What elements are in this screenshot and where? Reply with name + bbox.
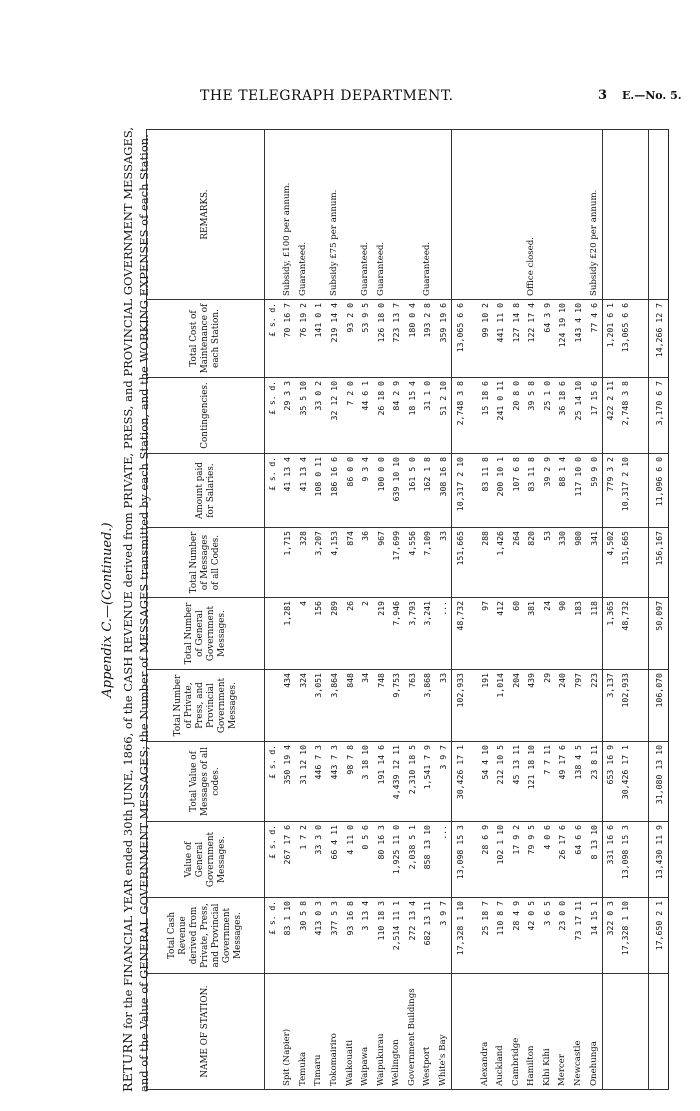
table-row — [295, 130, 311, 1090]
cell-cash: 14 15 1 — [586, 898, 602, 974]
cell-con: 84 2 9 — [388, 378, 404, 454]
cell-na: 820 — [524, 528, 540, 598]
station-name: Spit (Napier) — [279, 974, 295, 1090]
cell-va: 1,541 7 9 — [420, 742, 436, 822]
cell-np: 240 — [555, 670, 571, 742]
cell-ng: 219 — [373, 598, 389, 670]
cell-va: 446 7 3 — [311, 742, 327, 822]
remark — [311, 130, 327, 300]
cell-sal: 86 0 0 — [342, 454, 358, 528]
units-label: £ s. d. — [265, 378, 280, 454]
page-header — [0, 88, 700, 108]
cell-tot: 143 4 10 — [570, 300, 586, 378]
remark: Subsidy £20 per annum. — [586, 130, 602, 300]
station-name: Wellington — [388, 974, 404, 1090]
cell-cash: 682 13 11 — [420, 898, 436, 974]
cell-sal: 639 10 10 — [388, 454, 404, 528]
cell-tot: 76 19 2 — [295, 300, 311, 378]
table-row — [388, 130, 404, 1090]
cell-tot: 70 16 7 — [279, 300, 295, 378]
total-cash: 17,328 1 10 — [451, 898, 467, 974]
remark — [492, 130, 508, 300]
cell-vg: 26 17 6 — [555, 822, 571, 898]
station-name: Waipawa — [357, 974, 373, 1090]
cell-sal: 200 10 1 — [492, 454, 508, 528]
col-value-general: Value of General Government Messages. — [147, 822, 265, 898]
units-row — [265, 130, 280, 1090]
remark — [570, 130, 586, 300]
cell-con: 32 12 10 — [326, 378, 342, 454]
cell-ng: 381 — [524, 598, 540, 670]
table-row — [311, 130, 327, 1090]
table-row — [326, 130, 342, 1090]
units-label: £ s. d. — [265, 454, 280, 528]
cell-sal: 88 1 4 — [555, 454, 571, 528]
cell-tot: 219 14 4 — [326, 300, 342, 378]
station-name: Waikouaiti — [342, 974, 358, 1090]
col-salaries: Amount paid for Salaries. — [147, 454, 265, 528]
cell-tot: 53 9 5 — [357, 300, 373, 378]
cell-na: 33 — [435, 528, 451, 598]
total-vg: 331 16 6 — [602, 822, 618, 898]
total-na: 156,167 — [649, 528, 669, 598]
cell-va: 54 4 10 — [477, 742, 493, 822]
cell-np: 3,868 — [420, 670, 436, 742]
units-label: £ s. d. — [265, 300, 280, 378]
cell-cash: 377 5 3 — [326, 898, 342, 974]
cell-con: 15 18 6 — [477, 378, 493, 454]
table-row — [524, 130, 540, 1090]
cell-na: 967 — [373, 528, 389, 598]
cell-cash: 413 0 3 — [311, 898, 327, 974]
remark — [539, 130, 555, 300]
total-va: 653 16 9 — [602, 742, 618, 822]
cell-vg: 858 13 10 — [420, 822, 436, 898]
cell-ng: 7,946 — [388, 598, 404, 670]
col-number-private: Total Number of Private, Press, and Provincial Government Messages. — [147, 670, 265, 742]
cell-cash: 3 6 5 — [539, 898, 555, 974]
cell-tot: 127 14 8 — [508, 300, 524, 378]
cell-ng: 3,241 — [420, 598, 436, 670]
cell-ng: 156 — [311, 598, 327, 670]
cell-tot: 193 2 8 — [420, 300, 436, 378]
cell-na: 288 — [477, 528, 493, 598]
table-row — [555, 130, 571, 1090]
table-row — [508, 130, 524, 1090]
cell-vg: 2,038 5 1 — [404, 822, 420, 898]
cell-na: 53 — [539, 528, 555, 598]
cell-vg: 1 7 2 — [295, 822, 311, 898]
cell-sal: 308 16 8 — [435, 454, 451, 528]
cell-con: 7 2 0 — [342, 378, 358, 454]
cell-va: 7 7 11 — [539, 742, 555, 822]
remark: Office closed. — [524, 130, 540, 300]
cell-vg: 28 6 9 — [477, 822, 493, 898]
station-name: Westport — [420, 974, 436, 1090]
grand-total-row — [649, 130, 669, 1090]
total-con: 3,170 6 7 — [649, 378, 669, 454]
cell-na: 328 — [295, 528, 311, 598]
total-tot: 13,065 6 6 — [451, 300, 467, 378]
cell-vg: 267 17 6 — [279, 822, 295, 898]
col-station: NAME OF STATION. — [147, 974, 265, 1090]
cell-na: 874 — [342, 528, 358, 598]
remark — [508, 130, 524, 300]
cell-np: 29 — [539, 670, 555, 742]
rotated-return-table-block — [100, 120, 695, 1100]
cell-ng: 24 — [539, 598, 555, 670]
cell-va: 212 10 5 — [492, 742, 508, 822]
appendix-title: Appendix C.—(Continued.) — [100, 522, 115, 698]
cell-vg: 17 9 2 — [508, 822, 524, 898]
cell-np: 34 — [357, 670, 373, 742]
cell-con: 33 0 2 — [311, 378, 327, 454]
cell-vg: 79 9 5 — [524, 822, 540, 898]
cell-tot: 126 18 0 — [373, 300, 389, 378]
cell-cash: 110 18 3 — [373, 898, 389, 974]
cell-va: 350 19 4 — [279, 742, 295, 822]
cell-va: 45 13 11 — [508, 742, 524, 822]
cell-na: 17,699 — [388, 528, 404, 598]
cell-na: 980 — [570, 528, 586, 598]
cell-na: 1,715 — [279, 528, 295, 598]
remark: Guaranteed. — [295, 130, 311, 300]
total-np: 102,933 — [451, 670, 467, 742]
cell-sal: 108 0 11 — [311, 454, 327, 528]
station-name: Cambridge — [508, 974, 524, 1090]
col-remarks: REMARKS. — [147, 130, 265, 300]
cell-vg: 33 3 0 — [311, 822, 327, 898]
cell-np: 191 — [477, 670, 493, 742]
table-row — [477, 130, 493, 1090]
cell-np: 324 — [295, 670, 311, 742]
total-con: 2,748 3 8 — [618, 378, 632, 454]
cell-vg: 80 16 3 — [373, 822, 389, 898]
cell-va: 191 14 6 — [373, 742, 389, 822]
total-vg: 13,098 15 3 — [451, 822, 467, 898]
cell-np: 797 — [570, 670, 586, 742]
cell-tot: 99 10 2 — [477, 300, 493, 378]
cell-cash: 3 9 7 — [435, 898, 451, 974]
table-row — [586, 130, 602, 1090]
cell-np: 9,753 — [388, 670, 404, 742]
total-va: 31,080 13 10 — [649, 742, 669, 822]
cell-tot: 64 3 9 — [539, 300, 555, 378]
cell-np: 33 — [435, 670, 451, 742]
cell-cash: 272 13 4 — [404, 898, 420, 974]
page-title: THE TELEGRAPH DEPARTMENT. — [200, 88, 454, 104]
cell-cash: 3 13 4 — [357, 898, 373, 974]
station-name: Tokomairiro — [326, 974, 342, 1090]
cell-va: 443 7 3 — [326, 742, 342, 822]
cell-ng: 26 — [342, 598, 358, 670]
cell-ng: 118 — [586, 598, 602, 670]
remark — [404, 130, 420, 300]
cell-tot: 723 13 7 — [388, 300, 404, 378]
cell-va: 23 8 11 — [586, 742, 602, 822]
col-number-all: Total Number of Messages of all Codes. — [147, 528, 265, 598]
cell-ng: ... — [435, 598, 451, 670]
total-vg: 13,098 15 3 — [618, 822, 632, 898]
cell-np: 763 — [404, 670, 420, 742]
total-tot: 13,065 6 6 — [618, 300, 632, 378]
total-tot: 1,201 6 1 — [602, 300, 618, 378]
cell-cash: 23 0 0 — [555, 898, 571, 974]
subtotal-row — [602, 130, 618, 1090]
cell-cash: 93 16 8 — [342, 898, 358, 974]
cell-ng: 97 — [477, 598, 493, 670]
cell-ng: 4 — [295, 598, 311, 670]
cell-tot: 180 0 4 — [404, 300, 420, 378]
col-number-general: Total Number of General Government Messages. — [147, 598, 265, 670]
total-con: 422 2 11 — [602, 378, 618, 454]
total-va: 30,426 17 1 — [451, 742, 467, 822]
cell-con: 17 15 6 — [586, 378, 602, 454]
cell-np: 434 — [279, 670, 295, 742]
cell-na: 1,426 — [492, 528, 508, 598]
total-cash: 17,650 2 1 — [649, 898, 669, 974]
total-vg: 13,430 11 9 — [649, 822, 669, 898]
cell-tot: 359 19 6 — [435, 300, 451, 378]
total-na: 151,665 — [451, 528, 467, 598]
cell-sal: 186 16 6 — [326, 454, 342, 528]
station-name: Hamilton — [524, 974, 540, 1090]
cell-con: 36 18 6 — [555, 378, 571, 454]
total-cash: 322 0 3 — [602, 898, 618, 974]
cell-con: 20 8 0 — [508, 378, 524, 454]
cell-np: 3,051 — [311, 670, 327, 742]
cell-ng: 3,793 — [404, 598, 420, 670]
cell-na: 4,153 — [326, 528, 342, 598]
subtotal-row — [451, 130, 467, 1090]
remark — [435, 130, 451, 300]
station-name: Auckland — [492, 974, 508, 1090]
cell-sal: 41 13 4 — [279, 454, 295, 528]
total-np: 3,137 — [602, 670, 618, 742]
cell-sal: 107 6 8 — [508, 454, 524, 528]
cell-cash: 30 5 8 — [295, 898, 311, 974]
table-row — [404, 130, 420, 1090]
cell-va: 138 4 5 — [570, 742, 586, 822]
cell-sal: 117 10 0 — [570, 454, 586, 528]
cell-tot: 77 4 6 — [586, 300, 602, 378]
cell-cash: 42 0 5 — [524, 898, 540, 974]
cell-va: 121 18 10 — [524, 742, 540, 822]
cell-sal: 39 2 9 — [539, 454, 555, 528]
col-cash-revenue: Total Cash Revenue derived from Private, Press, and Provincial Government Messages. — [147, 898, 265, 974]
cell-va: 49 17 6 — [555, 742, 571, 822]
station-name: Alexandra — [477, 974, 493, 1090]
station-name: Onehunga — [586, 974, 602, 1090]
cell-con: 51 2 10 — [435, 378, 451, 454]
remark: Subsidy £75 per annum. — [326, 130, 342, 300]
cell-con: 25 14 10 — [570, 378, 586, 454]
cell-cash: 28 4 9 — [508, 898, 524, 974]
cell-na: 7,109 — [420, 528, 436, 598]
spacer-row — [468, 130, 477, 1090]
station-name: Government Buildings — [404, 974, 420, 1090]
remark: Subsidy, £100 per annum. — [279, 130, 295, 300]
remark — [388, 130, 404, 300]
cell-sal: 162 1 8 — [420, 454, 436, 528]
cell-sal: 100 0 0 — [373, 454, 389, 528]
remark — [477, 130, 493, 300]
station-name: Kihi Kihi — [539, 974, 555, 1090]
total-np: 102,933 — [618, 670, 632, 742]
cell-ng: 60 — [508, 598, 524, 670]
cell-sal: 161 5 0 — [404, 454, 420, 528]
remark: Guaranteed. — [357, 130, 373, 300]
cell-ng: 289 — [326, 598, 342, 670]
cell-sal: 41 13 4 — [295, 454, 311, 528]
station-name: White's Bay — [435, 974, 451, 1090]
return-table — [146, 129, 669, 1090]
cell-con: 241 0 11 — [492, 378, 508, 454]
col-contingencies: Contingencies. — [147, 378, 265, 454]
heading-lead: RETURN — [120, 1032, 135, 1092]
cell-va: 31 12 10 — [295, 742, 311, 822]
cell-con: 26 18 0 — [373, 378, 389, 454]
cell-np: 3,864 — [326, 670, 342, 742]
cell-cash: 110 8 7 — [492, 898, 508, 974]
remark: Guaranteed. — [373, 130, 389, 300]
cell-sal: 83 11 8 — [477, 454, 493, 528]
cell-tot: 122 17 4 — [524, 300, 540, 378]
cell-con: 44 6 1 — [357, 378, 373, 454]
table-row — [357, 130, 373, 1090]
table-row — [570, 130, 586, 1090]
cell-va: 4,439 12 11 — [388, 742, 404, 822]
total-cash: 17,328 1 10 — [618, 898, 632, 974]
station-name: Temuka — [295, 974, 311, 1090]
cell-np: 1,014 — [492, 670, 508, 742]
cell-con: 29 3 3 — [279, 378, 295, 454]
cell-na: 341 — [586, 528, 602, 598]
table-row — [492, 130, 508, 1090]
col-maintenance: Total Cost of Maintenance of each Station. — [147, 300, 265, 378]
table-row — [539, 130, 555, 1090]
cell-vg: 0 5 6 — [357, 822, 373, 898]
station-name: Waipukurau — [373, 974, 389, 1090]
cell-vg: 4 0 6 — [539, 822, 555, 898]
cell-tot: 441 11 0 — [492, 300, 508, 378]
cell-vg: ... — [435, 822, 451, 898]
total-na: 151,665 — [618, 528, 632, 598]
remark — [342, 130, 358, 300]
cell-ng: 90 — [555, 598, 571, 670]
paper-reference: E.—No. 5. — [622, 89, 682, 102]
cell-vg: 66 4 11 — [326, 822, 342, 898]
cell-con: 25 1 0 — [539, 378, 555, 454]
total-na: 4,502 — [602, 528, 618, 598]
cell-cash: 83 1 10 — [279, 898, 295, 974]
page-number: 3 — [598, 88, 608, 103]
cell-con: 31 1 0 — [420, 378, 436, 454]
cell-np: 204 — [508, 670, 524, 742]
cell-cash: 2,514 11 1 — [388, 898, 404, 974]
cell-cash: 73 17 11 — [570, 898, 586, 974]
table-row — [373, 130, 389, 1090]
cell-ng: 1,281 — [279, 598, 295, 670]
total-sal: 779 3 2 — [602, 454, 618, 528]
total-np: 106,070 — [649, 670, 669, 742]
units-label: £ s. d. — [265, 898, 280, 974]
carried-forward-row — [618, 130, 632, 1090]
cell-va: 98 7 8 — [342, 742, 358, 822]
heading-text: for the FINANCIAL YEAR ended 30th JUNE, 1866, of the CASH REVENUE derived from PRIVATE, PRESS, and PROVINCIAL GOVERNMENT MESSAGES, and of the Value of GENERAL GOVERNMENT MESSAGES; the Number of MESSAGES transmitted by each Station, and the WORKING EXPENSES of each Station. — [121, 127, 151, 1092]
cell-np: 848 — [342, 670, 358, 742]
cell-sal: 9 3 4 — [357, 454, 373, 528]
spacer-row — [633, 130, 649, 1090]
cell-ng: 412 — [492, 598, 508, 670]
cell-tot: 93 2 0 — [342, 300, 358, 378]
total-va: 30,426 17 1 — [618, 742, 632, 822]
cell-va: 2,310 18 5 — [404, 742, 420, 822]
table-row — [279, 130, 295, 1090]
station-name: Timaru — [311, 974, 327, 1090]
total-ng: 48,732 — [618, 598, 632, 670]
cell-np: 223 — [586, 670, 602, 742]
cell-con: 35 5 10 — [295, 378, 311, 454]
station-name: Newcastle — [570, 974, 586, 1090]
cell-vg: 64 6 6 — [570, 822, 586, 898]
col-value-all: Total Value of Messages of all codes. — [147, 742, 265, 822]
cell-va: 3 18 10 — [357, 742, 373, 822]
total-ng: 1,365 — [602, 598, 618, 670]
total-con: 2,748 3 8 — [451, 378, 467, 454]
cell-vg: 102 1 10 — [492, 822, 508, 898]
cell-sal: 83 11 8 — [524, 454, 540, 528]
total-sal: 11,096 6 0 — [649, 454, 669, 528]
total-sal: 10,317 2 10 — [618, 454, 632, 528]
cell-cash: 25 18 7 — [477, 898, 493, 974]
cell-na: 4,556 — [404, 528, 420, 598]
table-row — [435, 130, 451, 1090]
total-ng: 48,732 — [451, 598, 467, 670]
station-name: Mercer — [555, 974, 571, 1090]
total-sal: 10,317 2 10 — [451, 454, 467, 528]
remark: Guaranteed. — [420, 130, 436, 300]
cell-ng: 2 — [357, 598, 373, 670]
units-label: £ s. d. — [265, 822, 280, 898]
cell-na: 36 — [357, 528, 373, 598]
table-row — [342, 130, 358, 1090]
cell-na: 3,207 — [311, 528, 327, 598]
cell-con: 18 15 4 — [404, 378, 420, 454]
total-ng: 50,097 — [649, 598, 669, 670]
cell-vg: 8 13 10 — [586, 822, 602, 898]
cell-tot: 141 0 1 — [311, 300, 327, 378]
cell-tot: 124 19 10 — [555, 300, 571, 378]
cell-vg: 4 11 0 — [342, 822, 358, 898]
cell-con: 39 5 8 — [524, 378, 540, 454]
cell-na: 264 — [508, 528, 524, 598]
cell-vg: 1,925 11 0 — [388, 822, 404, 898]
cell-va: 3 9 7 — [435, 742, 451, 822]
cell-na: 330 — [555, 528, 571, 598]
total-tot: 14,266 12 7 — [649, 300, 669, 378]
cell-np: 748 — [373, 670, 389, 742]
remark — [555, 130, 571, 300]
cell-sal: 59 9 0 — [586, 454, 602, 528]
units-label: £ s. d. — [265, 742, 280, 822]
cell-ng: 183 — [570, 598, 586, 670]
cell-np: 439 — [524, 670, 540, 742]
table-row — [420, 130, 436, 1090]
